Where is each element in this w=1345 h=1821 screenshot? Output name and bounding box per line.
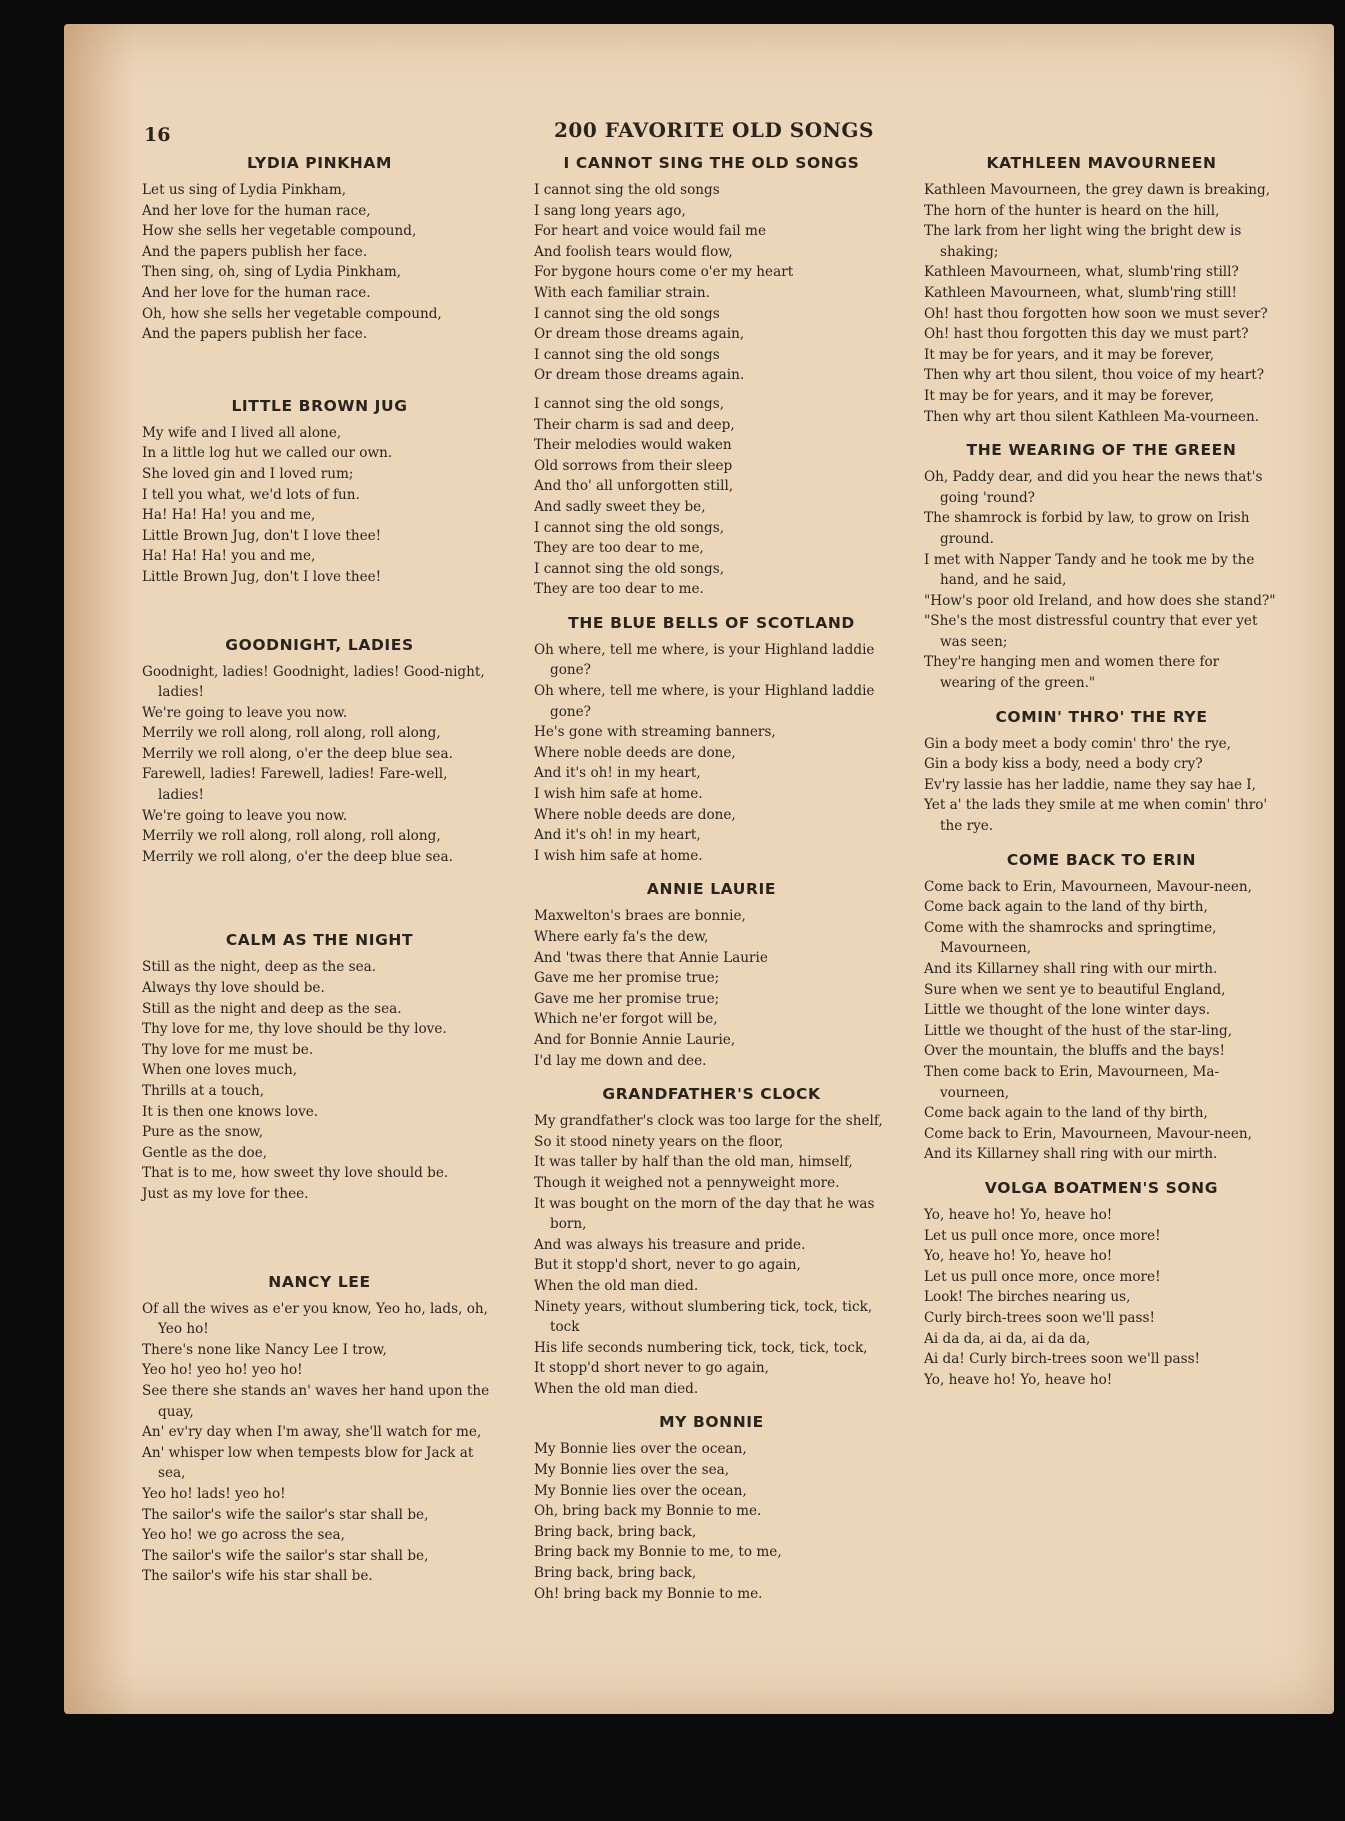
song — [534, 154, 889, 600]
lyric-line: Just as my love for thee. — [142, 1185, 309, 1202]
lyric-line: Oh where, tell me where, is your Highland laddie gone? — [534, 641, 875, 679]
lyric-line: Curly birch-trees soon we'll pass! — [924, 1309, 1155, 1326]
stanza-gap — [534, 386, 889, 394]
lyric-line: Though it weighed not a pennyweight more. — [534, 1174, 840, 1191]
lyric-line: And was always his treasure and pride. — [534, 1236, 806, 1253]
song — [142, 1273, 497, 1587]
lyric-line: When the old man died. — [534, 1277, 699, 1294]
lyric-line: Yo, heave ho! Yo, heave ho! — [924, 1371, 1113, 1388]
lyric-line: It was taller by half than the old man, himself, — [534, 1154, 853, 1171]
lyric-line: And her love for the human race. — [142, 284, 371, 301]
lyric-line: Yo, heave ho! Yo, heave ho! — [924, 1248, 1113, 1265]
lyric-line: I cannot sing the old songs, — [534, 395, 725, 412]
song — [142, 931, 497, 1204]
song — [924, 708, 1279, 837]
lyric-line: I'd lay me down and dee. — [534, 1052, 707, 1069]
column-2 — [534, 140, 889, 1604]
lyric-line: Let us pull once more, once more! — [924, 1268, 1161, 1285]
song — [534, 1413, 889, 1604]
lyric-line: And 'twas there that Annie Laurie — [534, 949, 768, 966]
lyric-line: Merrily we roll along, roll along, roll along, — [142, 828, 441, 845]
lyric-line: And its Killarney shall ring with our mirth. — [924, 1146, 1218, 1163]
lyric-line: Yo, heave ho! Yo, heave ho! — [924, 1206, 1113, 1223]
lyric-line: I sang long years ago, — [534, 202, 686, 219]
song-title: CALM AS THE NIGHT — [225, 931, 414, 950]
lyric-line: Or dream those dreams again, — [534, 326, 745, 343]
song-title: THE WEARING OF THE GREEN — [966, 441, 1237, 460]
lyric-line: Maxwelton's braes are bonnie, — [534, 908, 746, 925]
song-title: VOLGA BOATMEN'S SONG — [984, 1178, 1219, 1197]
lyric-line: Ha! Ha! Ha! you and me, — [142, 548, 316, 565]
lyric-line: Thrills at a touch, — [142, 1083, 265, 1099]
lyric-line: Where noble deeds are done, — [534, 744, 736, 761]
lyric-line: Or dream those dreams again. — [534, 367, 745, 384]
lyric-line: I cannot sing the old songs, — [534, 560, 725, 577]
lyric-line: Old sorrows from their sleep — [534, 457, 733, 474]
lyric-line: Over the mountain, the bluffs and the bays! — [924, 1043, 1225, 1060]
lyric-line: Oh, how she sells her vegetable compound, — [142, 305, 442, 322]
lyric-line: In a little log hut we called our own. — [142, 445, 393, 462]
song-title: LYDIA PINKHAM — [246, 154, 392, 172]
lyric-line: My grandfather's clock was too large for the shelf, — [534, 1113, 883, 1130]
book-page — [64, 24, 1334, 1714]
lyric-line: "How's poor old Ireland, and how does she stand?" — [924, 592, 1276, 609]
lyric-line: Always thy love should be. — [142, 980, 325, 997]
song-title: KATHLEEN MAVOURNEEN — [986, 154, 1217, 172]
lyric-line: And tho' all unforgotten still, — [534, 478, 734, 495]
song — [534, 1085, 889, 1399]
song — [924, 851, 1279, 1165]
lyric-line: Little we thought of the lone winter days. — [924, 1002, 1211, 1019]
lyric-line: Yeo ho! lads! yeo ho! — [142, 1485, 286, 1502]
song-title: COME BACK TO ERIN — [1006, 850, 1197, 869]
lyric-line: It may be for years, and it may be forever, — [924, 387, 1215, 404]
lyric-line: They are too dear to me, — [534, 540, 704, 557]
lyric-line: The horn of the hunter is heard on the hill, — [924, 202, 1220, 219]
page-number: 16 — [144, 124, 171, 146]
lyric-line: Look! The birches nearing us, — [924, 1289, 1131, 1306]
song — [924, 441, 1279, 694]
lyric-line: They are too dear to me. — [534, 581, 704, 598]
page-header — [64, 96, 1334, 146]
lyric-line: Oh! bring back my Bonnie to me. — [534, 1585, 763, 1602]
lyric-line: It stopp'd short never to go again, — [534, 1360, 769, 1377]
lyric-line: So it stood ninety years on the floor, — [534, 1133, 784, 1150]
lyric-line: When one loves much, — [142, 1062, 298, 1079]
lyric-line: It was bought on the morn of the day that he was born, — [534, 1195, 875, 1233]
song-title: LITTLE BROWN JUG — [231, 396, 408, 415]
lyric-line: I met with Napper Tandy and he took me by the hand, and he said, — [924, 551, 1255, 589]
song-title: COMIN' THRO' THE RYE — [995, 707, 1208, 726]
lyric-line: Come back to Erin, Mavourneen, Mavour-neen, — [924, 878, 1252, 895]
lyric-line: Come back again to the land of thy birth, — [924, 1105, 1208, 1122]
lyric-line: And her love for the human race, — [142, 202, 371, 219]
lyric-line: They're hanging men and women there for wearing of the green." — [924, 654, 1220, 692]
lyric-line: I wish him safe at home. — [534, 847, 703, 864]
song-title: GOODNIGHT, LADIES — [225, 635, 414, 654]
song — [924, 1179, 1279, 1390]
lyric-line: Thy love for me must be. — [142, 1041, 314, 1058]
song — [924, 154, 1279, 427]
lyric-line: I cannot sing the old songs — [534, 346, 720, 363]
lyric-line: Kathleen Mavourneen, what, slumb'ring still? — [924, 264, 1239, 281]
lyric-line: How she sells her vegetable compound, — [142, 223, 417, 240]
lyric-line: An' ev'ry day when I'm away, she'll watch for me, — [142, 1424, 482, 1441]
lyric-line: His life seconds numbering tick, tock, tick, tock, — [534, 1339, 868, 1356]
lyric-line: And for Bonnie Annie Laurie, — [534, 1031, 736, 1048]
lyric-line: Then why art thou silent, thou voice of my heart? — [924, 367, 1265, 384]
lyric-line: That is to me, how sweet thy love should be. — [142, 1165, 449, 1182]
lyric-line: Merrily we roll along, o'er the deep blue sea. — [142, 848, 453, 865]
song-title: NANCY LEE — [268, 1272, 371, 1291]
lyric-line: Oh, Paddy dear, and did you hear the news that's going 'round? — [924, 469, 1263, 506]
lyric-line: Then come back to Erin, Mavourneen, Ma-vourneen, — [924, 1063, 1220, 1101]
lyric-line: Yeo ho! we go across the sea, — [142, 1527, 345, 1544]
lyric-line: Oh! hast thou forgotten this day we must part? — [924, 326, 1249, 343]
lyric-line: The lark from her light wing the bright dew is shaking; — [924, 223, 1242, 260]
lyric-line: It is then one knows love. — [142, 1103, 319, 1120]
lyric-line: Little Brown Jug, don't I love thee! — [142, 568, 382, 585]
lyric-line: My wife and I lived all alone, — [142, 424, 342, 441]
lyric-line: Merrily we roll along, roll along, roll along, — [142, 725, 441, 742]
lyric-line: Gave me her promise true; — [534, 990, 720, 1007]
song-title: ANNIE LAURIE — [646, 880, 777, 899]
lyric-line: And sadly sweet they be, — [534, 498, 706, 515]
lyric-line: And the papers publish her face. — [142, 243, 368, 260]
lyric-line: Still as the night, deep as the sea. — [142, 959, 377, 976]
lyric-line: I cannot sing the old songs, — [534, 519, 725, 536]
lyric-line: Little we thought of the hust of the star-ling, — [924, 1022, 1233, 1039]
lyric-line: Ha! Ha! Ha! you and me, — [142, 507, 316, 524]
lyric-line: Sure when we sent ye to beautiful England, — [924, 981, 1226, 998]
lyric-line: Little Brown Jug, don't I love thee! — [142, 527, 382, 544]
song — [142, 636, 497, 868]
lyric-line: Gave me her promise true; — [534, 970, 720, 987]
lyric-line: Still as the night and deep as the sea. — [142, 1000, 402, 1017]
lyric-line: Goodnight, ladies! Goodnight, ladies! Good-night, ladies! — [142, 663, 485, 701]
song-title: I CANNOT SING THE OLD SONGS — [563, 154, 860, 172]
lyric-line: When the old man died. — [534, 1380, 699, 1397]
lyric-line: With each familiar strain. — [534, 284, 710, 301]
lyric-line: Let us pull once more, once more! — [924, 1227, 1161, 1244]
lyric-line: Which ne'er forgot will be, — [534, 1011, 718, 1028]
lyric-line: The sailor's wife his star shall be. — [142, 1568, 373, 1585]
lyric-line: Pure as the snow, — [142, 1124, 264, 1141]
lyric-line: We're going to leave you now. — [142, 704, 348, 721]
lyric-line: Oh where, tell me where, is your Highland laddie gone? — [534, 683, 875, 720]
book-title: 200 FAVORITE OLD SONGS — [554, 118, 874, 142]
lyric-line: Their melodies would waken — [534, 437, 732, 454]
lyric-line: Then why art thou silent Kathleen Ma-vourneen. — [924, 408, 1260, 425]
song-title: THE BLUE BELLS OF SCOTLAND — [568, 613, 855, 632]
lyric-line: Bring back my Bonnie to me, to me, — [534, 1544, 782, 1561]
lyric-line: The sailor's wife the sailor's star shall be, — [142, 1547, 429, 1564]
song-title: MY BONNIE — [659, 1413, 764, 1432]
lyric-line: Where noble deeds are done, — [534, 806, 736, 823]
lyric-line: Bring back, bring back, — [534, 1523, 697, 1540]
lyric-line: He's gone with streaming banners, — [534, 724, 776, 741]
lyric-line: Ai da da, ai da, ai da da, — [924, 1330, 1091, 1347]
lyric-line: For heart and voice would fail me — [534, 223, 766, 240]
lyric-line: Yet a' the lads they smile at me when comin' thro' the rye. — [924, 797, 1268, 835]
lyric-line: Of all the wives as e'er you know, Yeo ho, lads, oh, Yeo ho! — [142, 1300, 488, 1338]
lyric-line: Thy love for me, thy love should be thy love. — [142, 1021, 447, 1038]
song — [534, 880, 889, 1071]
lyric-line: I cannot sing the old songs — [534, 305, 720, 322]
lyric-line: Ninety years, without slumbering tick, tock, tick, tock — [534, 1298, 873, 1336]
lyric-line: My Bonnie lies over the ocean, — [534, 1441, 747, 1458]
lyric-line: Kathleen Mavourneen, what, slumb'ring still! — [924, 284, 1237, 301]
column-3 — [924, 140, 1279, 1390]
lyric-line: Gin a body meet a body comin' thro' the rye, — [924, 735, 1232, 752]
song — [534, 614, 889, 867]
lyric-line: Ev'ry lassie has her laddie, name they say hae I, — [924, 776, 1256, 793]
lyric-line: Kathleen Mavourneen, the grey dawn is breaking, — [924, 182, 1271, 198]
lyric-line: And foolish tears would flow, — [534, 243, 733, 260]
song-title: GRANDFATHER'S CLOCK — [602, 1085, 821, 1104]
lyric-line: Then sing, oh, sing of Lydia Pinkham, — [142, 264, 402, 281]
lyric-line: The sailor's wife the sailor's star shall be, — [142, 1506, 429, 1523]
lyric-line: And the papers publish her face. — [142, 326, 368, 343]
lyric-line: There's none like Nancy Lee I trow, — [142, 1341, 387, 1358]
lyric-line: Let us sing of Lydia Pinkham, — [142, 182, 347, 198]
lyric-line: Oh, bring back my Bonnie to me. — [534, 1503, 762, 1520]
lyric-line: Their charm is sad and deep, — [534, 416, 735, 433]
lyric-line: The shamrock is forbid by law, to grow on Irish ground. — [924, 510, 1250, 547]
column-1 — [142, 140, 497, 1587]
lyric-line: Yeo ho! yeo ho! yeo ho! — [142, 1362, 303, 1379]
lyric-line: It may be for years, and it may be forever, — [924, 346, 1215, 363]
lyric-line: My Bonnie lies over the ocean, — [534, 1482, 747, 1499]
song — [142, 154, 497, 345]
lyric-line: Gentle as the doe, — [142, 1144, 268, 1161]
lyric-line: Come back to Erin, Mavourneen, Mavour-neen, — [924, 1125, 1252, 1142]
lyric-line: Farewell, ladies! Farewell, ladies! Fare-well, ladies! — [142, 766, 448, 804]
song — [142, 397, 497, 588]
lyric-line: She loved gin and I loved rum; — [142, 465, 354, 482]
lyric-line: Come with the shamrocks and springtime, Mavourneen, — [924, 919, 1217, 957]
lyric-line: "She's the most distressful country that ever yet was seen; — [924, 613, 1258, 650]
lyric-line: And it's oh! in my heart, — [534, 765, 701, 782]
lyric-line: Ai da! Curly birch-trees soon we'll pass! — [924, 1351, 1201, 1368]
lyric-line: I wish him safe at home. — [534, 786, 703, 803]
lyric-line: Where early fa's the dew, — [534, 929, 709, 945]
lyric-line: And it's oh! in my heart, — [534, 827, 701, 844]
lyric-line: For bygone hours come o'er my heart — [534, 264, 794, 281]
lyric-line: And its Killarney shall ring with our mirth. — [924, 961, 1218, 977]
lyric-line: Come back again to the land of thy birth, — [924, 899, 1208, 916]
lyric-line: But it stopp'd short, never to go again, — [534, 1257, 801, 1274]
lyric-line: I tell you what, we'd lots of fun. — [142, 486, 360, 503]
lyric-line: I cannot sing the old songs — [534, 182, 720, 198]
lyric-line: See there she stands an' waves her hand upon the quay, — [142, 1382, 490, 1420]
lyric-line: An' whisper low when tempests blow for Jack at sea, — [142, 1444, 474, 1482]
lyric-line: We're going to leave you now. — [142, 807, 348, 824]
lyric-line: Oh! hast thou forgotten how soon we must sever? — [924, 305, 1268, 322]
lyric-line: Bring back, bring back, — [534, 1565, 697, 1582]
lyric-line: Gin a body kiss a body, need a body cry? — [924, 756, 1203, 773]
lyric-line: My Bonnie lies over the sea, — [534, 1462, 730, 1479]
lyric-line: Merrily we roll along, o'er the deep blue sea. — [142, 745, 453, 762]
